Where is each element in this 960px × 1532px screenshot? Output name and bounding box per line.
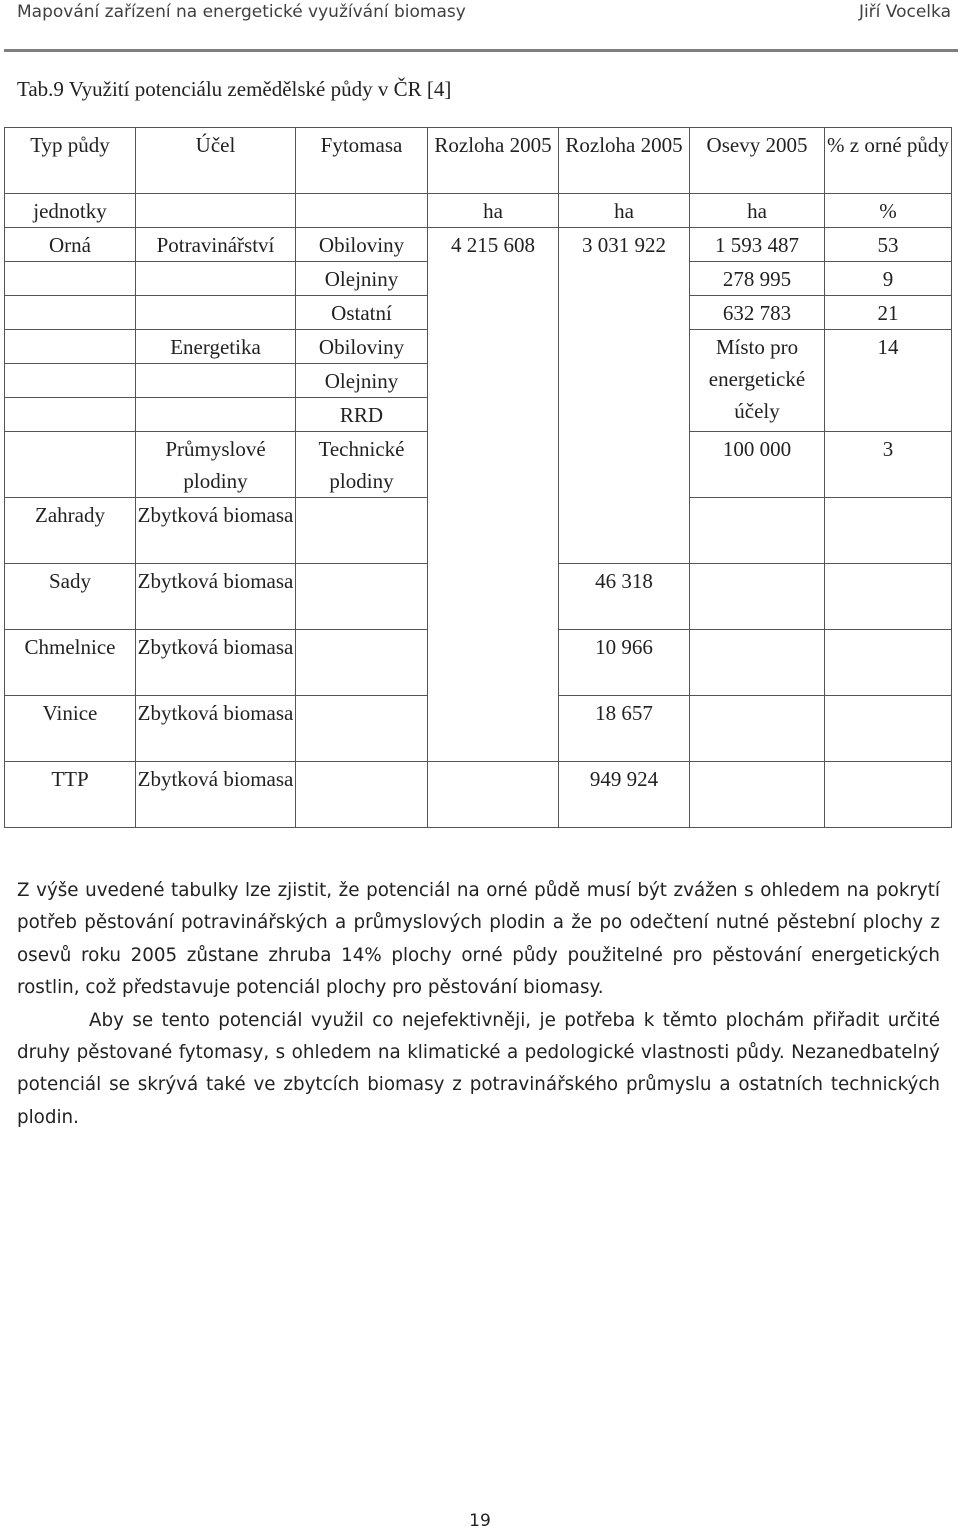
empty-cell — [690, 498, 825, 564]
soil-potential-table — [4, 127, 952, 828]
header-cell: Typ půdy — [5, 128, 136, 194]
soil-type: Chmelnice — [5, 630, 136, 696]
purpose: Zbytková biomasa — [136, 630, 296, 696]
sown-area: 100 000 — [690, 432, 825, 498]
purpose: Zbytková biomasa — [136, 762, 296, 828]
page-number: 19 — [469, 1511, 491, 1531]
empty-cell — [136, 398, 296, 432]
empty-cell — [825, 564, 952, 630]
purpose: Průmyslové plodiny — [136, 432, 296, 498]
units-label: jednotky — [5, 194, 136, 228]
area: 46 318 — [559, 564, 690, 630]
percent: 3 — [825, 432, 952, 498]
units-cell: % — [825, 194, 952, 228]
purpose: Zbytková biomasa — [136, 696, 296, 762]
header-cell: Osevy 2005 — [690, 128, 825, 194]
soil-type: TTP — [5, 762, 136, 828]
empty-cell — [296, 696, 428, 762]
empty-cell — [296, 762, 428, 828]
header-cell: % z orné půdy — [825, 128, 952, 194]
header-cell: Účel — [136, 128, 296, 194]
percent: 21 — [825, 296, 952, 330]
empty-cell — [136, 296, 296, 330]
percent: 14 — [825, 330, 952, 432]
purpose: Zbytková biomasa — [136, 498, 296, 564]
header-cell: Rozloha 2005 — [559, 128, 690, 194]
empty-cell — [825, 630, 952, 696]
header-divider — [4, 49, 958, 52]
paragraph: Aby se tento potenciál využil co nejefektivněji, je potřeba k těmto plochám přiřadit určité druhy pěstované fytomasy, s ohledem na klimatické a pedologické vlastnosti půdy. Nezanedbatelný potenciál se skrývá také ve zbytcích biomasy z potravinářského průmyslu a ostatních technických plodin. — [17, 1009, 940, 1128]
units-cell: ha — [559, 194, 690, 228]
crop: Olejniny — [296, 262, 428, 296]
crop: Technické plodiny — [296, 432, 428, 498]
sown-area: 1 593 487 — [690, 228, 825, 262]
sown-area: Místo pro energetické účely — [690, 330, 825, 432]
crop: Obiloviny — [296, 228, 428, 262]
empty-cell — [690, 696, 825, 762]
area: 18 657 — [559, 696, 690, 762]
empty-cell — [136, 194, 296, 228]
empty-cell — [136, 364, 296, 398]
empty-cell — [136, 262, 296, 296]
table-header-row — [5, 128, 952, 194]
empty-cell — [5, 398, 136, 432]
crop: RRD — [296, 398, 428, 432]
empty-cell — [690, 564, 825, 630]
area: 949 924 — [559, 762, 690, 828]
paragraph: Z výše uvedené tabulky lze zjistit, že potenciál na orné půdě musí být zvážen s ohledem na pokrytí potřeb pěstování potravinářských a průmyslových plodin a že po odečtení nutné pěstební plochy z osevů roku 2005 zůstane zhruba 14% plochy orné půdy použitelné pro pěstování energetických rostlin, což představuje potenciál plochy pro pěstování biomasy. — [17, 880, 940, 999]
area: 10 966 — [559, 630, 690, 696]
sown-area: 632 783 — [690, 296, 825, 330]
header-cell: Fytomasa — [296, 128, 428, 194]
empty-cell — [296, 194, 428, 228]
empty-cell — [825, 696, 952, 762]
body-text — [17, 875, 940, 1134]
empty-cell — [690, 630, 825, 696]
header-author: Jiří Vocelka — [858, 2, 951, 22]
table-row — [5, 228, 952, 262]
empty-cell — [296, 498, 428, 564]
units-cell: ha — [428, 194, 559, 228]
total-area: 4 215 608 — [428, 228, 559, 762]
purpose: Potravinářství — [136, 228, 296, 262]
soil-type: Sady — [5, 564, 136, 630]
sown-area: 278 995 — [690, 262, 825, 296]
page-header — [0, 0, 960, 52]
purpose: Energetika — [136, 330, 296, 364]
empty-cell — [5, 262, 136, 296]
units-row — [5, 194, 952, 228]
table-row — [5, 762, 952, 828]
percent: 53 — [825, 228, 952, 262]
crop: Obiloviny — [296, 330, 428, 364]
crop: Olejniny — [296, 364, 428, 398]
soil-type: Zahrady — [5, 498, 136, 564]
units-cell: ha — [690, 194, 825, 228]
empty-cell — [825, 762, 952, 828]
empty-cell — [5, 432, 136, 498]
empty-cell — [5, 296, 136, 330]
empty-cell — [296, 564, 428, 630]
soil-type: Orná — [5, 228, 136, 262]
empty-cell — [428, 762, 559, 828]
arable-area: 3 031 922 — [559, 228, 690, 564]
empty-cell — [690, 762, 825, 828]
crop: Ostatní — [296, 296, 428, 330]
empty-cell — [5, 364, 136, 398]
empty-cell — [825, 498, 952, 564]
soil-type: Vinice — [5, 696, 136, 762]
header-title: Mapování zařízení na energetické využívání biomasy — [17, 2, 466, 22]
table-caption: Tab.9 Využití potenciálu zemědělské půdy v ČR [4] — [17, 77, 452, 101]
header-cell: Rozloha 2005 — [428, 128, 559, 194]
purpose: Zbytková biomasa — [136, 564, 296, 630]
empty-cell — [296, 630, 428, 696]
percent: 9 — [825, 262, 952, 296]
empty-cell — [5, 330, 136, 364]
